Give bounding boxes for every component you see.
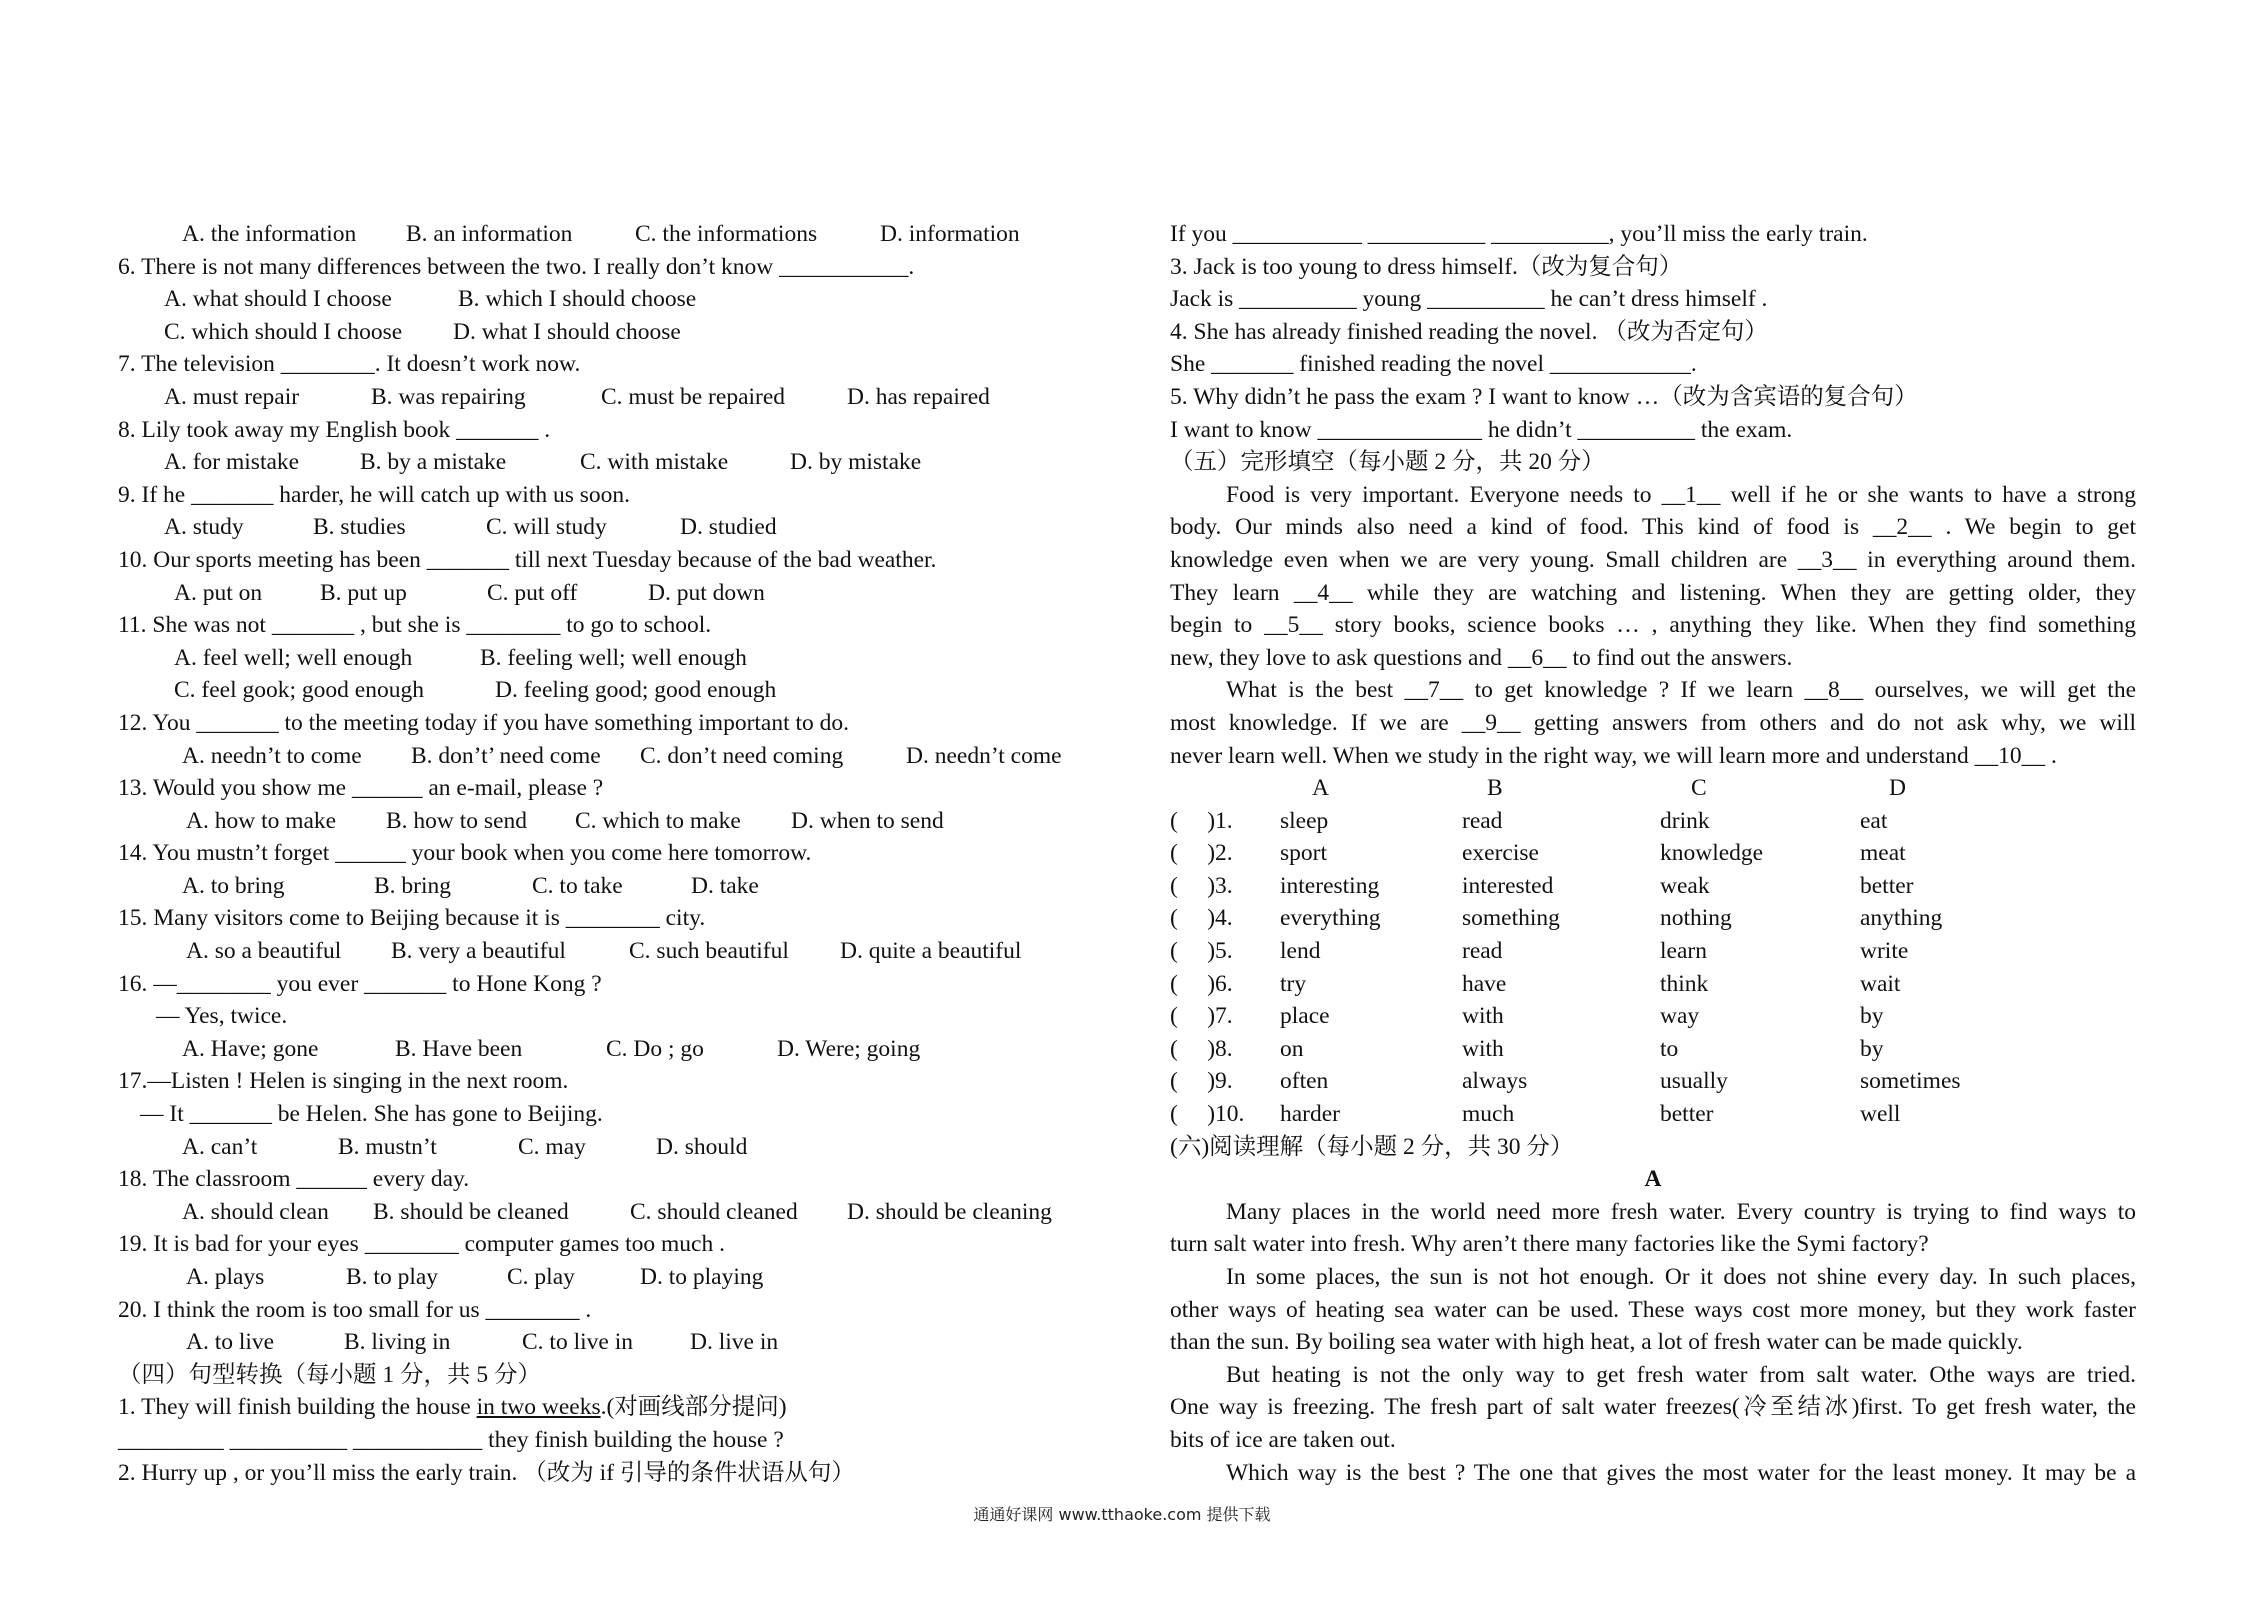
q6-options-row1 [118,283,1098,316]
option-a: A. can’t [182,1133,258,1160]
item-number: ( )8. [1170,1035,1233,1062]
option-a: A. put on [174,579,263,606]
cloze-line: body. Our minds also need a kind of food. This kind of food is __2__ . We begin to get [1170,514,2136,541]
section-6-title: (六)阅读理解（每小题 2 分，共 30 分） [1170,1133,1574,1160]
cloze-option-row [1170,1033,2136,1066]
option-a: A. so a beautiful [186,938,342,965]
option-a: A. for mistake [164,449,300,476]
option-a: try [1280,970,1307,997]
option-d: wait [1860,970,1901,997]
option-c: to [1660,1035,1679,1062]
option-d: eat [1860,807,1888,834]
item-number: ( )7. [1170,1003,1233,1030]
option-c: C. which should I choose [164,318,403,345]
option-c: C. will study [486,514,607,541]
passage-line: than the sun. By boiling sea water with high heat, a lot of fresh water can be made quickly. [1170,1329,2023,1356]
q19-options [118,1261,1098,1294]
option-d: D. when to send [791,807,944,834]
question-14: 14. You mustn’t forget ______ your book when you come here tomorrow. [118,840,812,867]
option-b: with [1462,1035,1504,1062]
transform-1-instruction: .(对画线部分提问) [600,1394,787,1421]
cloze-option-row [1170,1000,2136,1033]
question-17-b: — It _______ be Helen. She has gone to Beijing. [140,1101,603,1128]
option-d: sometimes [1860,1068,1961,1095]
option-b: B. very a beautiful [391,938,566,965]
option-b: interested [1462,872,1554,899]
option-c: better [1660,1101,1714,1128]
section-5-title: （五）完形填空（每小题 2 分，共 20 分） [1170,449,1605,476]
passage-title: A [1644,1166,1662,1193]
q20-options [118,1326,1098,1359]
option-d: D. feeling good; good enough [495,677,777,704]
option-b: read [1462,807,1503,834]
column-header-b: B [1487,775,1503,802]
underlined-phrase: in two weeks [476,1394,601,1421]
item-number: ( )5. [1170,938,1233,965]
option-b: always [1462,1068,1528,1095]
passage-line: Many places in the world need more fresh water. Every country is trying to find ways to [1226,1198,2136,1225]
question-19: 19. It is bad for your eyes ________ computer games too much . [118,1231,725,1258]
option-a: A. must repair [164,383,300,410]
item-number: ( )3. [1170,872,1233,899]
passage-line: But heating is not the only way to get fresh water from salt water. Othe ways are tried. [1226,1361,2136,1388]
item-number: ( )10. [1170,1101,1245,1128]
cloze-option-row [1170,935,2136,968]
passage-line: Which way is the best ? The one that gives the most water for the least money. It may be a [1226,1459,2136,1486]
question-7: 7. The television ________. It doesn’t work now. [118,351,581,378]
q11-options-row2 [118,674,1098,707]
option-c: C. such beautiful [629,938,789,965]
option-c: C. the informations [635,221,818,247]
item-number: ( )4. [1170,905,1233,932]
option-c: think [1660,970,1709,997]
option-a: sport [1280,840,1327,867]
option-a: A. what should I choose [164,286,392,313]
option-a: sleep [1280,807,1329,834]
cloze-line: knowledge even when we are very young. Small children are __3__ in everything around them. [1170,546,2136,573]
transform-2: 2. Hurry up , or you’ll miss the early train. （改为 if 引导的条件状语从句） [118,1459,855,1486]
q5-options [118,218,1098,251]
option-c: usually [1660,1068,1728,1095]
question-10: 10. Our sports meeting has been _______ till next Tuesday because of the bad weather. [118,546,937,573]
option-d: by [1860,1003,1884,1030]
section-4-title: （四）句型转换（每小题 1 分，共 5 分） [118,1361,541,1388]
option-d: D. should be cleaning [847,1198,1052,1225]
option-d: D. live in [690,1329,779,1356]
item-number: ( )1. [1170,807,1233,834]
question-12: 12. You _______ to the meeting today if you have something important to do. [118,709,850,736]
option-a: A. needn’t to come [182,742,362,769]
transform-5-blank: I want to know ______________ he didn’t __________ the exam. [1170,416,1793,443]
item-number: ( )2. [1170,840,1233,867]
q11-options-row1 [118,642,1098,675]
option-a: often [1280,1068,1329,1095]
option-d: D. Were; going [777,1035,921,1062]
left-column [118,218,1098,1489]
option-a: on [1280,1035,1304,1062]
option-d: D. studied [680,514,777,541]
transform-1 [118,1391,1098,1424]
passage-line: In some places, the sun is not hot enough. Or it does not shine every day. In such places, [1226,1264,2136,1290]
option-c: C. to take [532,872,623,899]
option-b: B. living in [344,1329,451,1356]
option-d: write [1860,938,1909,965]
option-b: B. which I should choose [458,286,697,313]
option-b: B. feeling well; well enough [480,644,747,671]
option-d: D. has repaired [847,383,990,410]
q13-options [118,805,1098,838]
cloze-option-row [1170,968,2136,1001]
question-6: 6. There is not many differences between the two. I really don’t know ___________. [118,253,915,280]
q18-options [118,1196,1098,1229]
transform-3-blank: Jack is __________ young __________ he can’t dress himself . [1170,286,1768,313]
transform-4: 4. She has already finished reading the novel. （改为否定句） [1170,318,1768,345]
option-b: B. how to send [386,807,527,834]
option-a: everything [1280,905,1381,932]
right-column [1170,218,2136,1489]
option-b: B. bring [374,872,452,899]
option-d: D. information [880,221,1020,247]
transform-4-blank: She _______ finished reading the novel ____________. [1170,351,1697,378]
option-a: A. feel well; well enough [174,644,413,671]
option-d: D. what I should choose [453,318,681,345]
option-c: weak [1660,872,1710,899]
passage-line: turn salt water into fresh. Why aren’t there many factories like the Symi factory? [1170,1231,1929,1258]
option-a: A. to live [186,1329,275,1356]
question-13: 13. Would you show me ______ an e-mail, please ? [118,775,604,802]
cloze-options-header [1170,772,2136,805]
question-9: 9. If he _______ harder, he will catch up with us soon. [118,481,631,508]
option-c: C. play [507,1264,575,1290]
question-17: 17.—Listen ! Helen is singing in the next room. [118,1068,569,1095]
cloze-options-table [1170,805,2136,1131]
question-20: 20. I think the room is too small for us ________ . [118,1296,592,1323]
q14-options [118,870,1098,903]
option-c: C. Do ; go [606,1035,704,1062]
item-number: ( )6. [1170,970,1233,997]
cloze-option-row [1170,837,2136,870]
option-c: C. must be repaired [601,383,786,410]
option-b: B. mustn’t [338,1133,437,1160]
column-header-c: C [1691,775,1707,802]
option-d: meat [1860,840,1906,867]
cloze-line: never learn well. When we study in the right way, we will learn more and understand __10__ . [1170,742,2057,769]
q7-options [118,381,1098,414]
q15-options [118,935,1098,968]
option-c: C. should cleaned [630,1198,798,1225]
option-c: C. to live in [522,1329,633,1356]
option-b: B. by a mistake [360,449,507,476]
option-d: D. quite a beautiful [840,938,1022,965]
option-d: D. should [656,1133,748,1160]
option-d: D. take [691,872,759,899]
option-d: well [1860,1101,1901,1128]
option-a: lend [1280,938,1321,965]
question-8: 8. Lily took away my English book _______ . [118,416,551,443]
option-a: A. the information [182,221,357,247]
cloze-line: new, they love to ask questions and __6__ to find out the answers. [1170,644,1793,671]
option-b: B. an information [406,221,573,247]
column-header-a: A [1312,775,1329,802]
option-c: drink [1660,807,1710,834]
q6-options-row2 [118,316,1098,349]
item-number: ( )9. [1170,1068,1233,1095]
cloze-line: They learn __4__ while they are watching and listening. When they are getting older, they [1170,579,2136,606]
q8-options [118,446,1098,479]
option-c: C. with mistake [580,449,729,476]
column-header-d: D [1889,775,1906,802]
option-c: nothing [1660,905,1732,932]
question-11: 11. She was not _______ , but she is ________ to go to school. [118,612,712,639]
option-c: C. put off [487,579,578,606]
option-b: B. don’t’ need come [411,742,601,769]
option-d: D. put down [648,579,765,606]
option-b: much [1462,1101,1515,1128]
cloze-option-row [1170,870,2136,903]
option-a: place [1280,1003,1330,1030]
cloze-option-row [1170,805,2136,838]
option-a: A. to bring [182,872,285,899]
option-c: learn [1660,938,1707,965]
transform-1-text: 1. They will finish building the house [118,1394,477,1421]
option-b: B. put up [320,579,407,606]
question-15: 15. Many visitors come to Beijing because it is ________ city. [118,905,706,932]
cloze-line: Food is very important. Everyone needs to __1__ well if he or she wants to have a strong [1226,481,2136,508]
q9-options [118,511,1098,544]
option-a: interesting [1280,872,1380,899]
transform-3: 3. Jack is too young to dress himself.（改为复合句） [1170,253,1683,280]
question-16: 16. —________ you ever _______ to Hone Kong ? [118,970,602,997]
option-a: A. plays [186,1264,265,1290]
option-c: C. feel gook; good enough [174,677,424,704]
option-d: D. needn’t come [906,742,1062,769]
option-c: C. which to make [575,807,741,834]
option-b: B. was repairing [371,383,526,410]
option-b: have [1462,970,1507,997]
option-b: read [1462,938,1503,965]
page-footer: 通通好课网 www.tthaoke.com 提供下载 [973,1505,1271,1524]
q17-options [118,1131,1098,1164]
q16-answer: — Yes, twice. [156,1003,288,1030]
option-c: C. may [518,1133,586,1160]
option-a: A. study [164,514,244,541]
passage-line: One way is freezing. The fresh part of salt water freezes(冷至结冰)first. To get fresh water, the [1170,1394,2136,1421]
cloze-option-row [1170,902,2136,935]
option-b: B. to play [346,1264,439,1290]
q16-options [118,1033,1098,1066]
transform-2-blank: If you ___________ __________ __________, you’ll miss the early train. [1170,221,1868,247]
option-d: by [1860,1035,1884,1062]
option-a: A. Have; gone [182,1035,319,1062]
option-b: with [1462,1003,1504,1030]
option-d: D. to playing [640,1264,764,1290]
option-a: harder [1280,1101,1341,1128]
option-b: exercise [1462,840,1539,867]
cloze-line: begin to __5__ story books, science books … , anything they like. When they find something [1170,612,2136,639]
passage-line: other ways of heating sea water can be used. These ways cost more money, but they work faster [1170,1296,2136,1323]
option-b: B. should be cleaned [373,1198,569,1225]
option-c: way [1660,1003,1700,1030]
cloze-option-row [1170,1098,2136,1131]
option-d: better [1860,872,1914,899]
option-a: A. how to make [186,807,337,834]
transform-1-blank: _________ __________ ___________ they finish building the house ? [118,1426,784,1453]
option-b: something [1462,905,1560,932]
option-c: C. don’t need coming [640,742,844,769]
option-c: knowledge [1660,840,1764,867]
question-18: 18. The classroom ______ every day. [118,1166,470,1193]
option-d: anything [1860,905,1943,932]
option-b: B. Have been [395,1035,523,1062]
q10-options [118,577,1098,610]
transform-5: 5. Why didn’t he pass the exam ? I want to know …（改为含宾语的复合句） [1170,383,1918,410]
option-d: D. by mistake [790,449,922,476]
passage-line: bits of ice are taken out. [1170,1426,1396,1453]
cloze-line: most knowledge. If we are __9__ getting answers from others and do not ask why, we will [1170,709,2136,736]
cloze-line: What is the best __7__ to get knowledge ? If we learn __8__ ourselves, we will get the [1226,677,2136,704]
option-b: B. studies [313,514,406,541]
q12-options [118,740,1098,773]
option-a: A. should clean [182,1198,329,1225]
cloze-option-row [1170,1065,2136,1098]
